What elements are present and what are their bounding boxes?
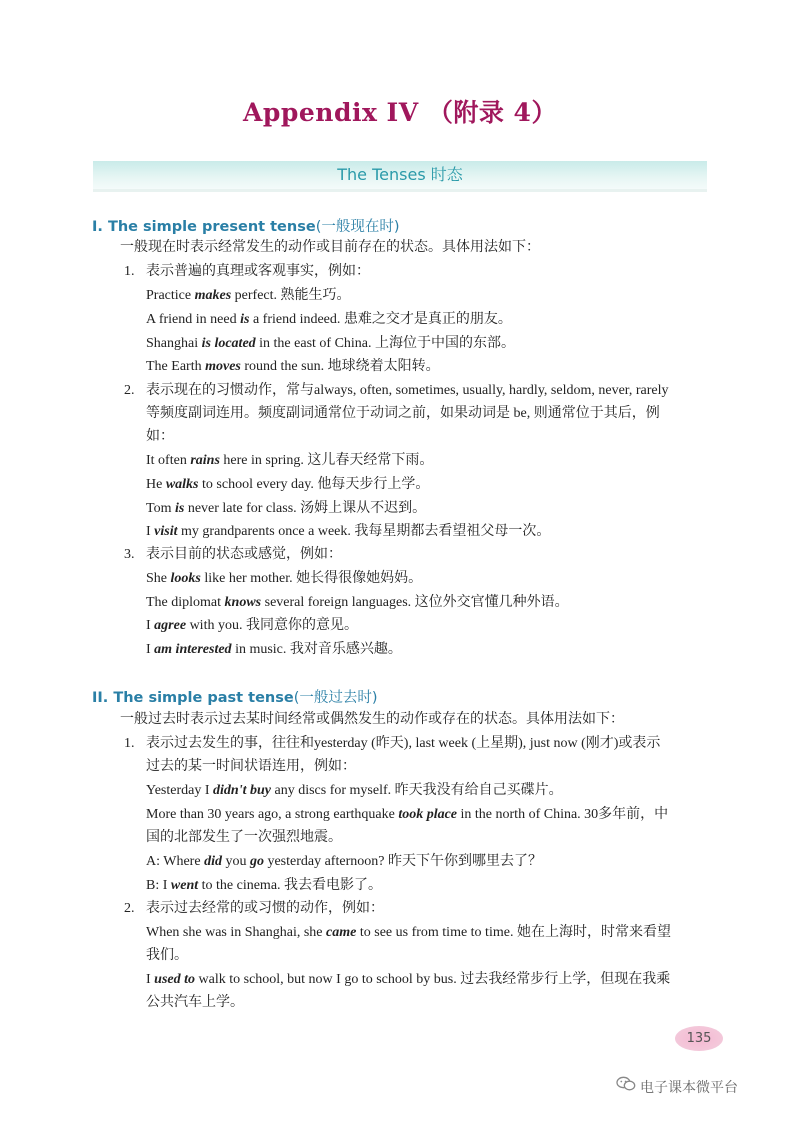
example-line: Yesterday I didn't buy any discs for myself. 昨天我没有给自己买碟片。 [146, 783, 563, 798]
point-text: 表示过去经常的或习惯的动作，例如： [146, 901, 384, 916]
point-number: 1. [124, 264, 135, 279]
example-line: More than 30 years ago, a strong earthquake took place in the north of China. 30多年前，中 [146, 807, 669, 822]
point-text: 表示普遍的真理或客观事实，例如： [146, 264, 370, 279]
page-title: Appendix IV （附录 4） [243, 98, 557, 127]
point-text: 表示过去发生的事，往往和yesterday (昨天), last week (上星期), just now (刚才)或表示 [146, 736, 661, 751]
point-number: 2. [124, 901, 135, 916]
example-line: I am interested in music. 我对音乐感兴趣。 [146, 642, 402, 657]
example-line: B: I went to the cinema. 我去看电影了。 [146, 878, 383, 893]
example-line: The Earth moves round the sun. 地球绕着太阳转。 [146, 359, 440, 374]
heading-cn: (一般过去时) [293, 690, 378, 706]
example-line: He walks to school every day. 他每天步行上学。 [146, 477, 430, 492]
point-number: 1. [124, 736, 135, 751]
example-line: I visit my grandparents once a week. 我每星期都去看望祖父母一次。 [146, 524, 551, 539]
point-number: 2. [124, 383, 135, 398]
example-line: Shanghai is located in the east of China. 上海位于中国的东部。 [146, 336, 516, 351]
heading-en: II. The simple past tense [92, 690, 294, 706]
point-number: 3. [124, 547, 135, 562]
section-heading [92, 686, 378, 707]
wechat-icon [616, 1076, 636, 1096]
page-number: 135 [675, 1026, 723, 1051]
example-line-cont: 公共汽车上学。 [146, 995, 244, 1010]
example-line: When she was in Shanghai, she came to see us from time to time. 她在上海时，时常来看望 [146, 925, 671, 940]
example-line-cont: 国的北部发生了一次强烈地震。 [146, 830, 342, 845]
heading-en: I. The simple present tense [92, 219, 316, 235]
section-heading [92, 215, 400, 236]
example-line: A: Where did you go yesterday afternoon? 昨天下午你到哪里去了？ [146, 854, 542, 869]
point-text: 表示现在的习惯动作，常与always, often, sometimes, usually, hardly, seldom, never, rarely [146, 383, 669, 398]
example-line: Practice makes perfect. 熟能生巧。 [146, 288, 351, 303]
heading-cn: (一般现在时) [315, 219, 400, 235]
example-line: A friend in need is a friend indeed. 患难之交才是真正的朋友。 [146, 312, 512, 327]
example-line: The diplomat knows several foreign languages. 这位外交官懂几种外语。 [146, 595, 569, 610]
point-text: 等频度副词连用。频度副词通常位于动词之前，如果动词是 be, 则通常位于其后，例 [146, 406, 660, 421]
section-band-title: The Tenses 时态 [93, 161, 707, 192]
example-line: I agree with you. 我同意你的意见。 [146, 618, 358, 633]
point-text: 表示目前的状态或感觉，例如： [146, 547, 342, 562]
example-line: Tom is never late for class. 汤姆上课从不迟到。 [146, 501, 427, 516]
example-line: It often rains here in spring. 这儿春天经常下雨。 [146, 453, 434, 468]
example-line: She looks like her mother. 她长得很像她妈妈。 [146, 571, 423, 586]
example-line-cont: 我们。 [146, 948, 188, 963]
intro-text: 一般过去时表示过去某时间经常或偶然发生的动作或存在的状态。具体用法如下： [120, 712, 624, 727]
point-text: 如： [146, 429, 174, 444]
point-text: 过去的某一时间状语连用，例如： [146, 759, 356, 774]
footer-text: 电子课本微平台 [640, 1080, 738, 1096]
footer-watermark [616, 1076, 738, 1097]
intro-text: 一般现在时表示经常发生的动作或目前存在的状态。具体用法如下： [120, 240, 540, 255]
example-line: I used to walk to school, but now I go to school by bus. 过去我经常步行上学，但现在我乘 [146, 972, 671, 987]
